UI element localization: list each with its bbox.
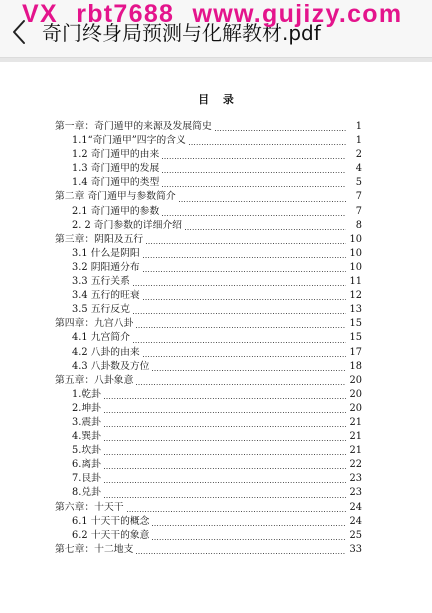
toc-section-entry: [55, 331, 362, 345]
dot-leader: [133, 285, 346, 286]
toc-section-entry: [55, 219, 362, 233]
toc-entry-title: 1.3 奇门遁甲的发展: [72, 163, 160, 175]
table-of-contents: [55, 120, 362, 557]
toc-chapter-entry: [55, 543, 362, 557]
toc-entry-title: 2.1 奇门遁甲的参数: [72, 205, 160, 217]
toc-page-number: 22: [349, 459, 362, 471]
dot-leader: [162, 158, 346, 159]
toc-section-entry: [55, 261, 362, 275]
toc-entry-title: 2.坤卦: [72, 402, 101, 414]
toc-page-number: 13: [349, 304, 362, 316]
toc-entry-title: 3.震卦: [72, 416, 101, 428]
toc-chapter-entry: [55, 501, 362, 515]
toc-page-number: 23: [349, 473, 362, 485]
toc-entry-title: 6.1 十天干的概念: [72, 515, 150, 527]
top-bar: [0, 0, 432, 58]
toc-entry-title: 4.巽卦: [72, 431, 101, 443]
toc-section-entry: [55, 529, 362, 543]
dot-leader: [143, 299, 346, 300]
toc-section-entry: [55, 402, 362, 416]
dot-leader: [146, 243, 346, 244]
toc-section-entry: [55, 275, 362, 289]
dot-leader: [136, 327, 346, 328]
toc-entry-title: 第六章：十天干: [55, 501, 124, 513]
toc-page-number: 24: [349, 501, 362, 513]
toc-entry-title: 第四章：九宫八卦: [55, 318, 134, 330]
dot-leader: [143, 356, 346, 357]
dot-leader: [215, 130, 346, 131]
document-title: 奇门终身局预测与化解教材.pdf: [42, 21, 321, 45]
dot-leader: [104, 497, 346, 498]
toc-entry-title: 4.3 八卦数及方位: [72, 360, 150, 372]
toc-entry-title: 3.1 什么是阴阳: [72, 247, 140, 259]
watermark-text: VX rbt7688 www.gujizy.com: [22, 0, 403, 28]
toc-entry-title: 6.离卦: [72, 459, 101, 471]
toc-page-number: 20: [349, 402, 362, 414]
toc-section-entry: [55, 346, 362, 360]
toc-section-entry: [55, 205, 362, 219]
toc-page-number: 7: [355, 191, 362, 203]
toc-page-number: 1: [355, 121, 362, 132]
back-button[interactable]: [6, 18, 34, 46]
toc-section-entry: [55, 303, 362, 317]
toc-section-entry: [55, 176, 362, 190]
toc-entry-title: 第一章：奇门遁甲的来源及发展简史: [55, 121, 212, 132]
toc-section-entry: [55, 458, 362, 472]
toc-chapter-entry: [55, 233, 362, 247]
toc-entry-title: 1.乾卦: [72, 388, 101, 400]
toc-entry-title: 第二章 奇门遁甲与参数简介: [55, 191, 176, 203]
toc-page-number: 21: [349, 431, 362, 443]
toc-entry-title: 5.坎卦: [72, 445, 101, 457]
dot-leader: [143, 271, 346, 272]
dot-leader: [133, 313, 346, 314]
chevron-path: [14, 21, 24, 43]
dot-leader: [152, 539, 346, 540]
toc-page-number: 4: [355, 163, 362, 175]
dot-leader: [133, 342, 346, 343]
toc-entry-title: 3.4 五行的旺衰: [72, 290, 140, 302]
toc-section-entry: [55, 247, 362, 261]
toc-section-entry: [55, 360, 362, 374]
toc-page-number: 1: [355, 135, 362, 147]
toc-page-number: 12: [349, 290, 362, 302]
toc-entry-title: 1.4 奇门遁甲的类型: [72, 177, 160, 189]
toc-section-entry: [55, 148, 362, 162]
pdf-page: [0, 62, 432, 613]
toc-entry-title: 第五章：八卦象意: [55, 374, 134, 386]
toc-entry-title: 6.2 十天干的象意: [72, 529, 150, 541]
toc-page-number: 17: [349, 346, 362, 358]
toc-chapter-entry: [55, 190, 362, 204]
dot-leader: [185, 229, 346, 230]
toc-page-number: 15: [349, 318, 362, 330]
dot-leader: [162, 215, 346, 216]
dot-leader: [104, 482, 346, 483]
toc-page-number: 21: [349, 445, 362, 457]
toc-section-entry: [55, 388, 362, 402]
toc-chapter-entry: [55, 374, 362, 388]
toc-page-number: 20: [349, 374, 362, 386]
toc-page-number: 2: [355, 149, 362, 161]
toc-page-number: 24: [349, 515, 362, 527]
dot-leader: [104, 440, 346, 441]
toc-section-entry: [55, 444, 362, 458]
document-viewer[interactable]: [0, 58, 432, 613]
toc-page-number: 23: [349, 487, 362, 499]
dot-leader: [136, 553, 346, 554]
toc-entry-title: 8.兑卦: [72, 487, 101, 499]
dot-leader: [152, 370, 346, 371]
toc-section-entry: [55, 134, 362, 148]
toc-chapter-entry: [55, 120, 362, 134]
toc-section-entry: [55, 430, 362, 444]
toc-page-number: 10: [349, 261, 362, 273]
toc-entry-title: 1.1“奇门遁甲”四字的含义: [72, 135, 186, 147]
toc-page-number: 15: [349, 332, 362, 344]
toc-section-entry: [55, 162, 362, 176]
toc-entry-title: 3.2 阴阳遁分布: [72, 261, 140, 273]
dot-leader: [143, 257, 346, 258]
chevron-left-icon: [6, 18, 34, 46]
toc-page-number: 20: [349, 388, 362, 400]
dot-leader: [104, 398, 346, 399]
toc-section-entry: [55, 486, 362, 500]
toc-entry-title: 2. 2 奇门参数的详细介绍: [72, 219, 182, 231]
toc-page-number: 21: [349, 416, 362, 428]
dot-leader: [104, 426, 346, 427]
toc-page-number: 33: [349, 543, 362, 555]
dot-leader: [104, 412, 346, 413]
toc-entry-title: 7.艮卦: [72, 473, 101, 485]
dot-leader: [179, 201, 346, 202]
toc-section-entry: [55, 472, 362, 486]
toc-page-number: 7: [355, 205, 362, 217]
toc-page-number: 8: [355, 219, 362, 231]
dot-leader: [152, 525, 346, 526]
dot-leader: [162, 172, 346, 173]
dot-leader: [127, 511, 346, 512]
toc-page-number: 18: [349, 360, 362, 372]
toc-chapter-entry: [55, 317, 362, 331]
toc-page-number: 25: [349, 529, 362, 541]
toc-entry-title: 4.1 九宫简介: [72, 332, 130, 344]
toc-entry-title: 1.2 奇门遁甲的由来: [72, 149, 160, 161]
toc-entry-title: 第三章：阴阳及五行: [55, 233, 144, 245]
toc-entry-title: 3.3 五行关系: [72, 276, 130, 288]
toc-page-number: 10: [349, 233, 362, 245]
dot-leader: [136, 384, 346, 385]
toc-page-number: 5: [355, 177, 362, 189]
dot-leader: [162, 186, 346, 187]
toc-page-number: 10: [349, 247, 362, 259]
dot-leader: [189, 144, 346, 145]
toc-entry-title: 4.2 八卦的由来: [72, 346, 140, 358]
toc-entry-title: 3.5 五行反克: [72, 304, 130, 316]
dot-leader: [104, 454, 346, 455]
dot-leader: [104, 468, 346, 469]
toc-section-entry: [55, 416, 362, 430]
toc-section-entry: [55, 289, 362, 303]
toc-entry-title: 第七章：十二地支: [55, 543, 134, 555]
toc-section-entry: [55, 515, 362, 529]
toc-page-number: 11: [349, 276, 362, 288]
toc-heading: 目 录: [198, 93, 234, 106]
